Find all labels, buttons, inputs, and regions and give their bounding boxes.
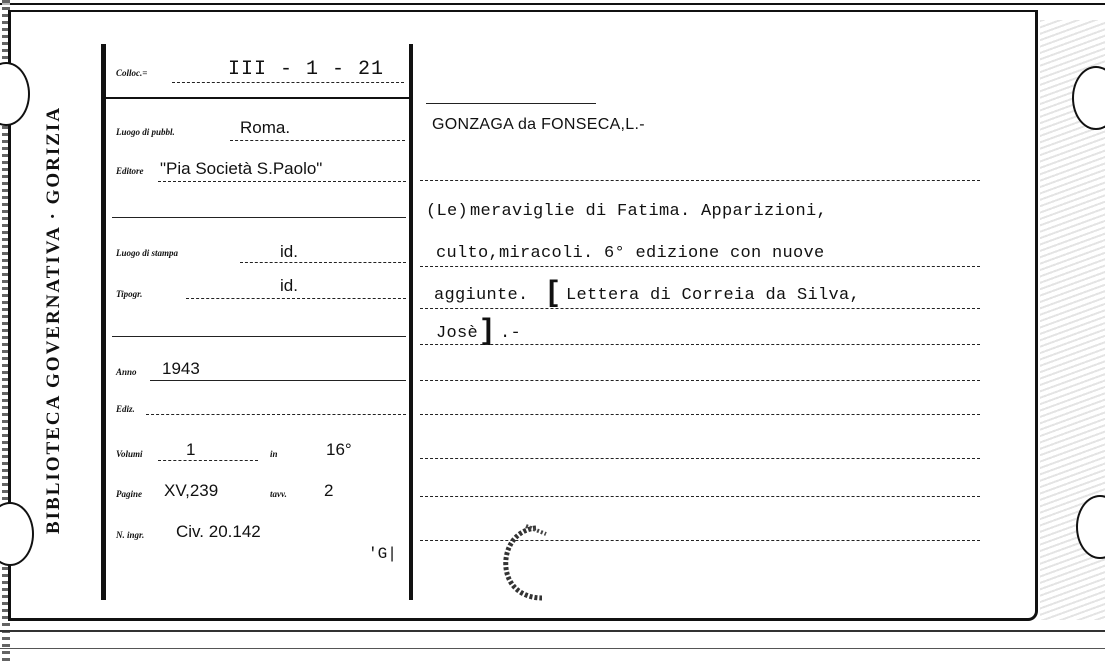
institution-label: BIBLIOTECA GOVERNATIVA · GORIZIA xyxy=(43,105,64,535)
close-bracket: ] xyxy=(482,313,492,346)
collocazione-line xyxy=(172,82,404,83)
collocazione-value: III - 1 - 21 xyxy=(228,58,385,81)
volumi-label: Volumi xyxy=(116,449,143,459)
tipografia-line xyxy=(186,298,406,299)
left-column-rule xyxy=(101,44,106,600)
author-top-line xyxy=(426,103,596,104)
stamp-mark xyxy=(496,520,556,604)
entry-line-8 xyxy=(420,496,980,497)
anno-line xyxy=(150,380,406,381)
ingresso-value: Civ. 20.142 xyxy=(176,522,261,541)
title-line-1: meraviglie di Fatima. Apparizioni, xyxy=(470,202,828,221)
entry-line-5 xyxy=(420,380,980,381)
collocazione-label: Colloc.= xyxy=(116,68,148,78)
volumi-line xyxy=(158,460,258,461)
title-line-4-end: .- xyxy=(500,324,522,343)
author-heading: GONZAGA da FONSECA,L.- xyxy=(432,116,645,133)
luogo-stampa-value: id. xyxy=(280,242,298,261)
entry-line-3 xyxy=(420,308,980,309)
anno-value: 1943 xyxy=(162,359,200,378)
editore-label: Editore xyxy=(116,166,144,176)
title-prefix: (Le) xyxy=(426,202,469,221)
right-column-rule xyxy=(409,44,413,600)
title-line-3-rest: Lettera di Correia da Silva, xyxy=(566,286,861,305)
open-bracket: [ xyxy=(548,275,558,308)
luogo-stampa-label: Luogo di stampa xyxy=(116,248,179,258)
edizione-line xyxy=(146,414,406,415)
ingresso-label: N. ingr. xyxy=(116,530,145,540)
editore-value: "Pia Società S.Paolo" xyxy=(160,159,323,178)
entry-line-2 xyxy=(420,266,980,267)
editore-line xyxy=(158,181,406,182)
header-divider xyxy=(106,97,409,99)
volumi-value: 1 xyxy=(186,440,196,459)
entry-line-4 xyxy=(420,344,980,345)
luogo-pubbl-label: Luogo di pubbl. xyxy=(116,127,175,137)
side-note: 'G| xyxy=(368,545,397,563)
tipografia-value: id. xyxy=(280,276,298,295)
entry-line-7 xyxy=(420,458,980,459)
formato-label: in xyxy=(270,449,278,459)
luogo-pubbl-line xyxy=(230,140,405,141)
luogo-pubbl-value: Roma. xyxy=(240,118,291,137)
pagine-label: Pagine xyxy=(116,489,142,499)
edizione-label: Ediz. xyxy=(116,404,135,414)
title-line-4: Josè xyxy=(436,324,479,343)
bottom-edge-rule xyxy=(0,630,1105,632)
tavole-label: tavv. xyxy=(270,489,287,499)
blank-line-1 xyxy=(112,217,406,218)
tavole-value: 2 xyxy=(324,481,334,500)
blank-line-2 xyxy=(112,336,406,337)
luogo-stampa-line xyxy=(240,262,406,263)
title-line-2: culto,miracoli. 6° edizione con nuove xyxy=(436,244,825,263)
bottom-edge-rule-2 xyxy=(0,648,1105,649)
tipografia-label: Tipogr. xyxy=(116,289,143,299)
title-line-3-start: aggiunte. xyxy=(434,286,529,305)
formato-value: 16° xyxy=(326,440,352,459)
pagine-value: XV,239 xyxy=(164,481,219,500)
entry-line-0 xyxy=(420,180,980,181)
top-edge-rule xyxy=(0,3,1105,5)
entry-line-6 xyxy=(420,414,980,415)
anno-label: Anno xyxy=(116,367,137,377)
